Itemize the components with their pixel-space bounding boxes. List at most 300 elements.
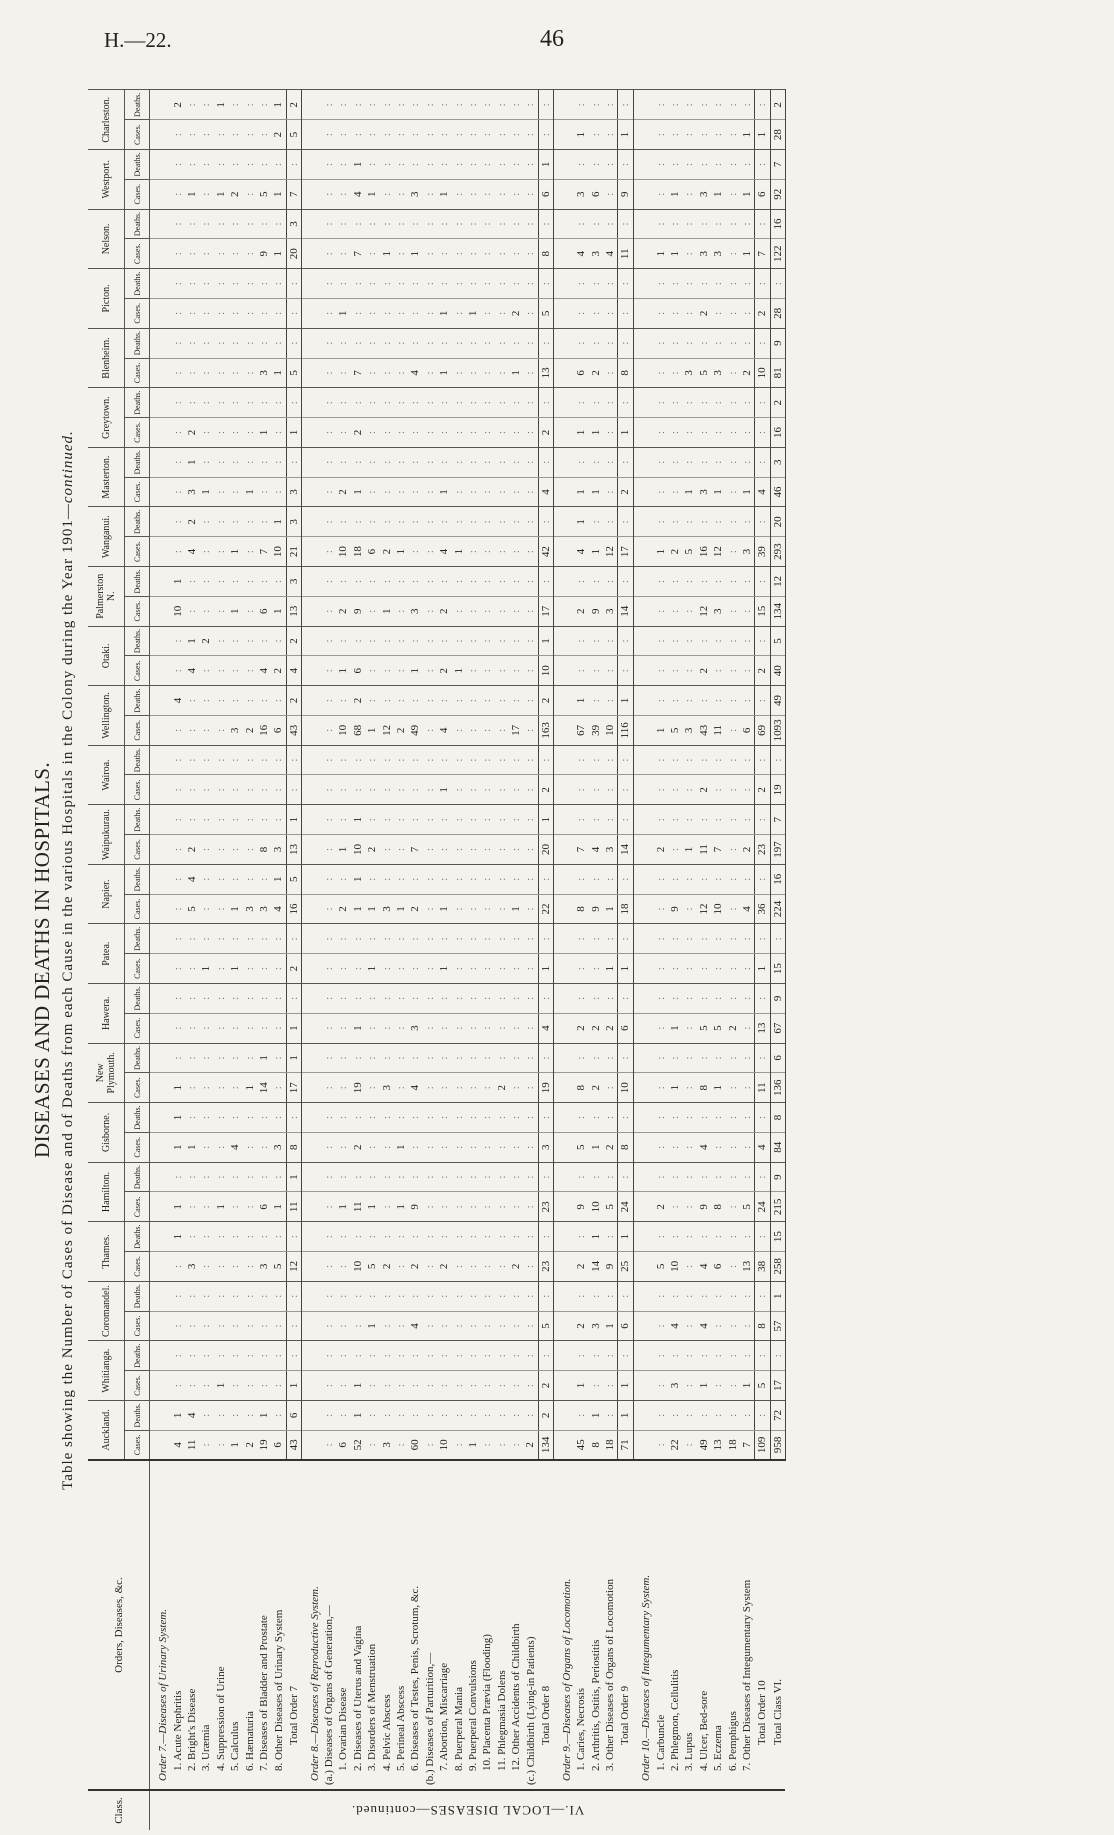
deaths-cell: : xyxy=(668,1222,682,1252)
table-subtitle-text: Table showing the Number of Cases of Disease and of Deaths from each Cause in the various Hospitals in the Colony during the Year 1901— xyxy=(60,503,76,1490)
cases-cell: : xyxy=(394,656,408,686)
deaths-cell: : xyxy=(697,1400,711,1430)
cases-cell: : xyxy=(480,835,494,865)
cases-cell: 4 xyxy=(697,1252,711,1282)
deaths-cell: : xyxy=(725,1103,739,1133)
deaths-cell: : xyxy=(523,269,538,299)
cases-cell: 1 xyxy=(214,1371,228,1401)
cases-cell: : xyxy=(711,120,725,150)
cases-cell: : xyxy=(408,954,422,984)
deaths-cell xyxy=(301,626,321,656)
cases-cell: : xyxy=(423,1252,437,1282)
cases-cell: 2 xyxy=(365,835,379,865)
deaths-cell: 1 xyxy=(351,1400,365,1430)
deaths-cell: : xyxy=(451,686,465,716)
deaths-cell: : xyxy=(394,1281,408,1311)
cases-cell: : xyxy=(199,537,213,567)
cases-cell: : xyxy=(494,954,508,984)
deaths-cell xyxy=(554,864,574,894)
deaths-cell: : xyxy=(379,1341,393,1371)
cases-cell: 1 xyxy=(242,1073,256,1103)
deaths-cell: : xyxy=(271,269,286,299)
cases-cell: 7 xyxy=(408,835,422,865)
deaths-cell: : xyxy=(711,150,725,180)
deaths-cell: : xyxy=(322,447,336,477)
table-row xyxy=(523,90,538,1830)
cases-cell: : xyxy=(509,239,523,269)
deaths-cell: : xyxy=(336,209,350,239)
deaths-cell: : xyxy=(523,1341,538,1371)
cases-cell: 4 xyxy=(668,1311,682,1341)
deaths-cell: : xyxy=(697,1103,711,1133)
deaths-cell: : xyxy=(336,90,350,120)
deaths-cell xyxy=(633,269,653,299)
cases-cell: : xyxy=(466,1311,480,1341)
deaths-cell: : xyxy=(523,1162,538,1192)
deaths-cell: : xyxy=(588,447,602,477)
deaths-cell: : xyxy=(588,328,602,358)
cases-cell: 4 xyxy=(538,477,553,507)
deaths-cell: 1 xyxy=(257,1043,271,1073)
deaths-cell: : xyxy=(242,447,256,477)
cases-cell: : xyxy=(494,418,508,448)
cases-cell: : xyxy=(185,239,199,269)
deaths-cell: : xyxy=(603,1222,618,1252)
cases-cell xyxy=(150,298,171,328)
deaths-cell: : xyxy=(199,686,213,716)
cases-cell: : xyxy=(480,1371,494,1401)
deaths-cell: : xyxy=(242,328,256,358)
cases-cell: 293 xyxy=(770,537,785,567)
deaths-cell: 4 xyxy=(185,864,199,894)
deaths-cell xyxy=(554,1341,574,1371)
deaths-cell: : xyxy=(322,507,336,537)
deaths-cell: : xyxy=(588,864,602,894)
deaths-cell: : xyxy=(509,1341,523,1371)
cases-cell: : xyxy=(257,298,271,328)
deaths-cell: : xyxy=(574,864,588,894)
cases-cell: : xyxy=(725,1132,739,1162)
cases-cell: 1 xyxy=(214,179,228,209)
deaths-cell: : xyxy=(451,388,465,418)
deaths-cell: : xyxy=(199,1341,213,1371)
cases-cell: 8 xyxy=(697,1073,711,1103)
hospital-header: Gisborne. xyxy=(88,1103,125,1163)
cases-cell: 2 xyxy=(588,358,602,388)
cases-cell: : xyxy=(351,1311,365,1341)
cases-cell xyxy=(150,477,171,507)
cases-cell: : xyxy=(668,477,682,507)
deaths-cell: : xyxy=(408,1341,422,1371)
deaths-cell: : xyxy=(603,924,618,954)
cases-cell: : xyxy=(199,596,213,626)
deaths-cell: : xyxy=(286,1103,301,1133)
deaths-cell: : xyxy=(494,328,508,358)
row-label: 10. Placenta Prævia (Flooding) xyxy=(480,1460,494,1790)
cases-cell: 4 xyxy=(286,656,301,686)
deaths-cell: : xyxy=(494,388,508,418)
cases-cell: 12 xyxy=(697,894,711,924)
cases-cell: : xyxy=(365,1371,379,1401)
deaths-cell: : xyxy=(740,269,755,299)
deaths-subheader: Deaths. xyxy=(125,1341,150,1371)
deaths-cell: : xyxy=(242,924,256,954)
deaths-cell: : xyxy=(523,864,538,894)
deaths-cell: : xyxy=(740,567,755,597)
cases-cell: : xyxy=(379,1311,393,1341)
cases-cell xyxy=(633,120,653,150)
cases-cell: : xyxy=(242,537,256,567)
cases-cell xyxy=(633,1132,653,1162)
cases-cell: : xyxy=(574,298,588,328)
deaths-cell: : xyxy=(574,1281,588,1311)
deaths-cell: : xyxy=(653,567,667,597)
row-label: 1. Carbuncle xyxy=(653,1460,667,1790)
cases-cell: 5 xyxy=(271,1252,286,1282)
deaths-cell xyxy=(301,209,321,239)
deaths-cell xyxy=(633,150,653,180)
deaths-cell: : xyxy=(365,805,379,835)
hospital-header: Coromandel. xyxy=(88,1281,125,1341)
deaths-cell: : xyxy=(523,924,538,954)
cases-cell: 2 xyxy=(228,179,242,209)
cases-cell: : xyxy=(588,656,602,686)
deaths-cell: : xyxy=(185,567,199,597)
cases-cell: : xyxy=(509,835,523,865)
cases-cell: 2 xyxy=(740,835,755,865)
cases-cell: : xyxy=(423,1430,437,1460)
cases-cell: 10 xyxy=(603,715,618,745)
cases-cell: 12 xyxy=(379,715,393,745)
deaths-cell: : xyxy=(365,269,379,299)
deaths-cell xyxy=(150,1043,171,1073)
deaths-cell: : xyxy=(509,507,523,537)
rotated-table-sheet xyxy=(30,90,1105,1830)
table-row xyxy=(770,90,785,1830)
deaths-cell: : xyxy=(365,924,379,954)
cases-cell: 2 xyxy=(286,954,301,984)
deaths-cell: : xyxy=(588,567,602,597)
cases-cell: : xyxy=(242,1013,256,1043)
cases-cell: : xyxy=(336,418,350,448)
deaths-cell: : xyxy=(451,507,465,537)
hospital-header: Auckland. xyxy=(88,1400,125,1460)
deaths-cell: : xyxy=(725,388,739,418)
cases-cell: : xyxy=(228,1073,242,1103)
deaths-cell: : xyxy=(437,1222,451,1252)
cases-cell: : xyxy=(618,656,633,686)
cases-cell: : xyxy=(214,477,228,507)
deaths-cell: : xyxy=(682,864,696,894)
cases-cell: 2 xyxy=(336,477,350,507)
cases-cell xyxy=(554,179,574,209)
deaths-cell: : xyxy=(242,983,256,1013)
deaths-cell: : xyxy=(271,805,286,835)
cases-cell xyxy=(554,1252,574,1282)
cases-cell: 1 xyxy=(394,537,408,567)
deaths-cell: : xyxy=(351,507,365,537)
cases-cell: 5 xyxy=(682,537,696,567)
cases-cell xyxy=(554,120,574,150)
deaths-cell: : xyxy=(618,1103,633,1133)
deaths-cell: : xyxy=(228,90,242,120)
deaths-cell: : xyxy=(228,1043,242,1073)
deaths-cell: : xyxy=(423,864,437,894)
row-label: (b.) Diseases of Parturition,— xyxy=(423,1460,437,1790)
deaths-cell xyxy=(301,983,321,1013)
deaths-cell: : xyxy=(365,983,379,1013)
deaths-cell: : xyxy=(271,626,286,656)
deaths-cell: : xyxy=(228,924,242,954)
cases-cell: : xyxy=(523,894,538,924)
cases-cell: 13 xyxy=(711,1430,725,1460)
deaths-cell: : xyxy=(379,626,393,656)
cases-cell xyxy=(554,537,574,567)
cases-cell: 40 xyxy=(770,656,785,686)
deaths-cell: : xyxy=(199,983,213,1013)
cases-cell: : xyxy=(682,1252,696,1282)
statistics-table xyxy=(88,89,786,1830)
deaths-cell: : xyxy=(755,1341,770,1371)
cases-cell: 4 xyxy=(740,894,755,924)
cases-cell: 5 xyxy=(365,1252,379,1282)
deaths-cell xyxy=(633,1281,653,1311)
deaths-cell: : xyxy=(668,90,682,120)
deaths-cell: : xyxy=(451,1103,465,1133)
deaths-cell: : xyxy=(423,1162,437,1192)
deaths-cell: : xyxy=(379,1043,393,1073)
cases-cell: : xyxy=(725,894,739,924)
cases-cell: 2 xyxy=(509,1252,523,1282)
cases-cell: 1 xyxy=(755,120,770,150)
deaths-cell: : xyxy=(257,686,271,716)
deaths-cell: : xyxy=(423,209,437,239)
cases-cell: 10 xyxy=(668,1252,682,1282)
cases-cell: 13 xyxy=(286,596,301,626)
cases-cell: : xyxy=(480,954,494,984)
cases-cell: : xyxy=(228,239,242,269)
deaths-cell xyxy=(150,983,171,1013)
deaths-cell: : xyxy=(755,447,770,477)
deaths-cell: : xyxy=(618,150,633,180)
cases-cell xyxy=(554,1430,574,1460)
cases-cell: : xyxy=(451,775,465,805)
deaths-cell: : xyxy=(351,1341,365,1371)
cases-cell: : xyxy=(725,954,739,984)
cases-cell: : xyxy=(451,179,465,209)
cases-cell: : xyxy=(653,477,667,507)
cases-cell: : xyxy=(725,120,739,150)
table-row xyxy=(603,90,618,1830)
deaths-cell: : xyxy=(480,924,494,954)
deaths-cell: : xyxy=(523,1103,538,1133)
cases-cell: 23 xyxy=(755,835,770,865)
cases-cell: : xyxy=(451,1252,465,1282)
deaths-cell: : xyxy=(185,150,199,180)
cases-cell xyxy=(150,1192,171,1222)
cases-cell: : xyxy=(451,298,465,328)
cases-cell: : xyxy=(725,1252,739,1282)
deaths-cell: : xyxy=(394,1043,408,1073)
deaths-cell: : xyxy=(682,1103,696,1133)
cases-cell: : xyxy=(365,358,379,388)
deaths-cell: : xyxy=(365,626,379,656)
deaths-cell: : xyxy=(523,1281,538,1311)
cases-subheader: Cases. xyxy=(125,894,150,924)
deaths-cell: : xyxy=(725,983,739,1013)
deaths-cell: : xyxy=(480,150,494,180)
cases-cell: : xyxy=(451,120,465,150)
cases-cell: 10 xyxy=(437,1430,451,1460)
cases-cell: 1 xyxy=(271,1192,286,1222)
cases-cell: 39 xyxy=(588,715,602,745)
cases-cell: : xyxy=(199,1371,213,1401)
deaths-cell: : xyxy=(480,507,494,537)
cases-cell: : xyxy=(740,1311,755,1341)
deaths-cell: : xyxy=(408,1281,422,1311)
cases-cell: : xyxy=(322,1311,336,1341)
deaths-cell: : xyxy=(214,924,228,954)
deaths-cell: : xyxy=(523,1043,538,1073)
cases-cell: : xyxy=(668,775,682,805)
row-label: 2. Diseases of Uterus and Vagina xyxy=(351,1460,365,1790)
cases-cell: 5 xyxy=(653,1252,667,1282)
cases-cell: : xyxy=(588,298,602,328)
cases-cell: 17 xyxy=(538,596,553,626)
cases-cell: 1 xyxy=(365,954,379,984)
cases-cell: 9 xyxy=(574,1192,588,1222)
cases-cell: : xyxy=(653,596,667,626)
cases-subheader: Cases. xyxy=(125,1430,150,1460)
cases-cell: : xyxy=(437,1132,451,1162)
cases-cell: : xyxy=(242,656,256,686)
cases-cell: 1 xyxy=(408,656,422,686)
hospital-header: Westport. xyxy=(88,150,125,210)
cases-cell: 1 xyxy=(603,954,618,984)
cases-cell: 3 xyxy=(271,835,286,865)
deaths-cell: : xyxy=(538,1162,553,1192)
cases-cell: 69 xyxy=(755,715,770,745)
cases-cell: 2 xyxy=(725,1013,739,1043)
cases-cell xyxy=(633,1013,653,1043)
deaths-cell: : xyxy=(214,1281,228,1311)
cases-cell: 1 xyxy=(228,1430,242,1460)
cases-cell: : xyxy=(603,418,618,448)
cases-cell: : xyxy=(214,1311,228,1341)
cases-cell: : xyxy=(365,418,379,448)
deaths-cell: : xyxy=(185,745,199,775)
deaths-cell: : xyxy=(408,924,422,954)
cases-cell: 43 xyxy=(286,715,301,745)
deaths-cell: : xyxy=(242,507,256,537)
deaths-cell: : xyxy=(214,1341,228,1371)
cases-cell: : xyxy=(423,298,437,328)
deaths-cell: : xyxy=(336,1400,350,1430)
deaths-cell: : xyxy=(523,983,538,1013)
deaths-cell: : xyxy=(242,388,256,418)
row-label: 5. Eczema xyxy=(711,1460,725,1790)
cases-cell: 9 xyxy=(603,1252,618,1282)
cases-cell: : xyxy=(185,120,199,150)
deaths-cell: : xyxy=(523,507,538,537)
deaths-cell: : xyxy=(451,1281,465,1311)
cases-cell: : xyxy=(228,418,242,448)
deaths-cell: : xyxy=(271,1341,286,1371)
deaths-cell: : xyxy=(740,745,755,775)
deaths-cell: : xyxy=(214,805,228,835)
cases-cell: 2 xyxy=(509,298,523,328)
cases-cell: 6 xyxy=(711,1252,725,1282)
deaths-cell: : xyxy=(271,388,286,418)
cases-cell: : xyxy=(653,1311,667,1341)
deaths-cell: : xyxy=(653,1341,667,1371)
deaths-cell: : xyxy=(185,924,199,954)
row-label: (a.) Diseases of Organs of Generation,— xyxy=(322,1460,336,1790)
cases-cell: : xyxy=(322,298,336,328)
cases-cell: : xyxy=(682,298,696,328)
cases-cell: : xyxy=(408,477,422,507)
deaths-cell: : xyxy=(379,507,393,537)
cases-cell: 10 xyxy=(170,596,184,626)
deaths-cell: : xyxy=(365,1281,379,1311)
deaths-cell xyxy=(301,328,321,358)
cases-cell: : xyxy=(199,1430,213,1460)
cases-cell: : xyxy=(523,596,538,626)
cases-cell: : xyxy=(286,298,301,328)
table-row xyxy=(394,90,408,1830)
deaths-cell: : xyxy=(697,1162,711,1192)
deaths-cell: : xyxy=(494,567,508,597)
cases-cell: 1 xyxy=(286,1013,301,1043)
cases-cell: : xyxy=(653,418,667,448)
deaths-cell: : xyxy=(466,507,480,537)
cases-cell xyxy=(301,656,321,686)
cases-cell xyxy=(554,1371,574,1401)
cases-cell xyxy=(554,596,574,626)
deaths-cell: : xyxy=(423,1341,437,1371)
deaths-cell: 1 xyxy=(574,686,588,716)
deaths-cell: : xyxy=(214,1043,228,1073)
deaths-cell: : xyxy=(509,1162,523,1192)
table-row xyxy=(322,90,336,1830)
cases-cell: : xyxy=(451,715,465,745)
deaths-cell xyxy=(554,1222,574,1252)
deaths-cell: : xyxy=(538,745,553,775)
cases-cell: 3 xyxy=(538,1132,553,1162)
deaths-cell: : xyxy=(480,1341,494,1371)
cases-cell: 1 xyxy=(365,715,379,745)
cases-cell: : xyxy=(603,179,618,209)
cases-cell: : xyxy=(365,656,379,686)
cases-cell: 5 xyxy=(574,1132,588,1162)
cases-cell xyxy=(150,1132,171,1162)
cases-cell: : xyxy=(286,1311,301,1341)
deaths-cell: : xyxy=(466,447,480,477)
table-row xyxy=(242,90,256,1830)
deaths-cell: : xyxy=(379,1162,393,1192)
deaths-cell xyxy=(150,626,171,656)
deaths-cell: : xyxy=(408,805,422,835)
cases-cell: 9 xyxy=(668,894,682,924)
deaths-cell: : xyxy=(451,447,465,477)
cases-cell: 1 xyxy=(228,954,242,984)
cases-cell: 1 xyxy=(379,239,393,269)
deaths-cell: : xyxy=(170,983,184,1013)
table-row xyxy=(668,90,682,1830)
cases-cell: : xyxy=(480,358,494,388)
deaths-cell: : xyxy=(394,269,408,299)
statistics-table-wrapper xyxy=(88,90,1103,1830)
